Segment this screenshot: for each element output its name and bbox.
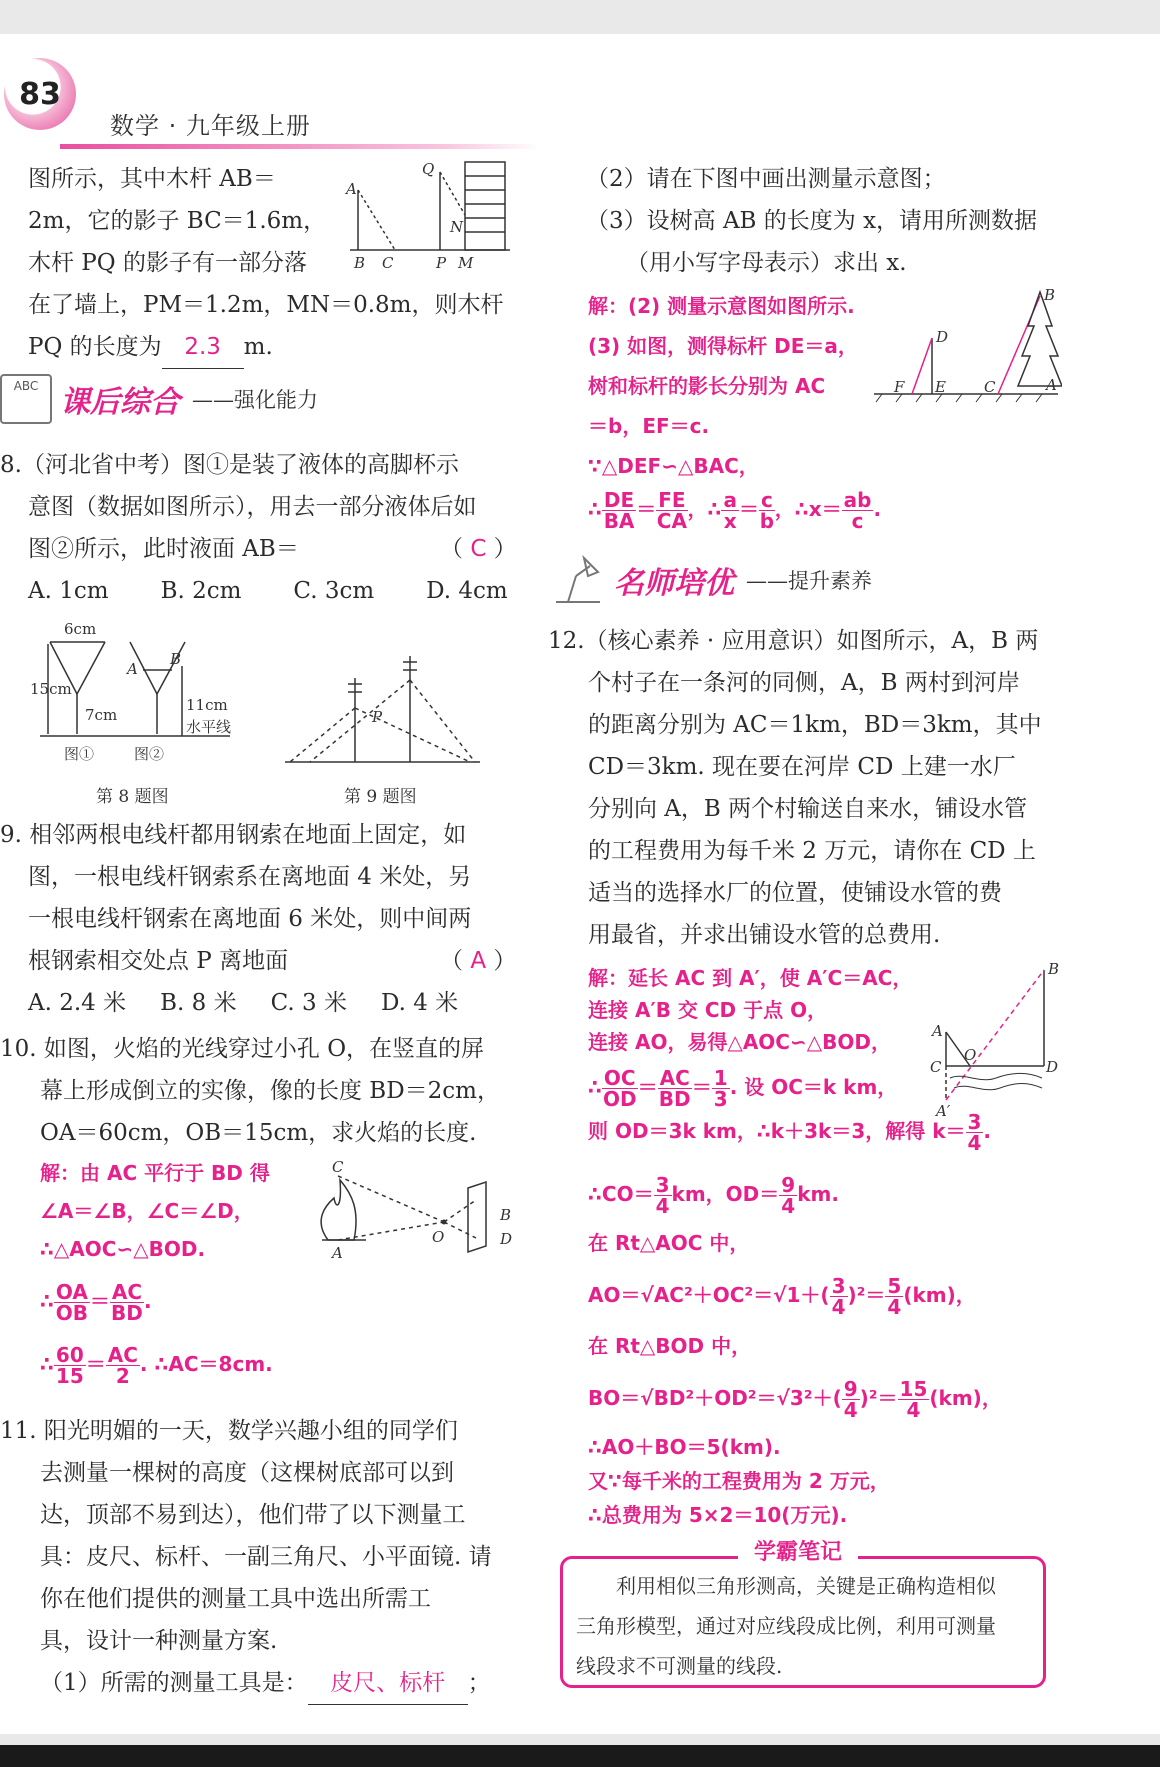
text-line: PQ 的长度为 2.3 m.	[28, 326, 528, 369]
sol-line: 在 Rt△AOC 中，	[588, 1231, 750, 1255]
sol-line: 则 OD＝3k km，∴k＋3k＝3，解得 k＝ $\frac{3}{4}$ .	[588, 1110, 992, 1155]
fig-pinhole	[308, 1160, 518, 1260]
label-6cm: 6cm	[64, 620, 97, 638]
label-D: D	[1046, 1058, 1059, 1076]
banner-title: 名师培优	[614, 566, 734, 601]
option-c: C. 3cm	[293, 578, 375, 604]
text-line: 9. 相邻两根电线杆都用钢索在地面上固定，如	[0, 822, 467, 848]
label-E: E	[935, 378, 946, 396]
label-O: O	[964, 1046, 977, 1064]
option-b: B. 8 米	[160, 990, 237, 1016]
q7-text	[28, 158, 348, 284]
option-c: C. 3 米	[270, 990, 347, 1016]
text-line: （2）请在下图中画出测量示意图；	[586, 166, 946, 192]
label-fig2: 图②	[134, 745, 165, 763]
text-line: 适当的选择水厂的位置，使铺设水管的费	[588, 880, 1002, 906]
option-a: A. 1cm	[28, 578, 109, 604]
text-line: 的距离分别为 AC＝1km，BD＝3km，其中	[588, 712, 1042, 738]
q8-options	[0, 570, 520, 612]
text-line: 意图（数据如图所示），用去一部分液体后如	[28, 494, 477, 520]
lamp-icon	[548, 552, 606, 608]
label-7cm: 7cm	[85, 706, 118, 724]
label-F: F	[894, 378, 905, 396]
banner-master	[548, 552, 872, 608]
sol-line: ∴CO＝ $\frac{3}{4}$ km，OD＝ $\frac{9}{4}$ km.	[588, 1173, 839, 1218]
sol-line: 连接 A′B 交 CD 于点 O，	[588, 998, 828, 1022]
banner-after-class	[0, 374, 318, 424]
label-B: B	[1048, 960, 1060, 978]
text-line: 达，顶部不易到达），他们带了以下测量工	[40, 1502, 466, 1528]
label-A-prime: A′	[936, 1102, 951, 1120]
sol-line: BO＝√BD²＋OD²＝√3²＋( $\frac{9}{4}$ )²＝ $\frac{15}{4}$ (km)，	[588, 1377, 1002, 1422]
q11-frac-line: ∴ $\frac{DE}{BA}$ ＝ $\frac{FE}{CA}$ ，∴ $\frac{a}{x}$ ＝ $\frac{c}{b}$ ，∴x＝ $\frac{ab}{c}$ .	[588, 488, 882, 533]
q8	[0, 444, 520, 612]
sol-line: 树和标杆的影长分别为 AC	[588, 374, 826, 398]
label-11cm: 11cm	[186, 696, 228, 714]
label-A: A	[346, 180, 357, 198]
banner-title: 课后综合	[60, 385, 180, 420]
label-A: A	[127, 660, 138, 678]
note-text	[576, 1566, 1036, 1686]
text-line: 木杆 PQ 的影子有一部分落	[28, 250, 307, 276]
label-D: D	[936, 328, 949, 346]
q9	[0, 814, 520, 1024]
label-C: C	[332, 1160, 344, 1176]
label-level: 水平线	[186, 718, 232, 736]
text-line: 图，一根电线杆钢索系在离地面 4 米处，另	[28, 864, 472, 890]
option-d: D. 4 米	[380, 990, 459, 1016]
sol-line: ＝b，EF＝c.	[588, 414, 710, 438]
label-B: B	[170, 650, 182, 668]
q12	[548, 620, 1068, 956]
label-A: A	[1046, 376, 1057, 394]
label-B: B	[500, 1206, 512, 1224]
text-line: 11. 阳光明媚的一天，数学兴趣小组的同学们	[0, 1418, 458, 1444]
text-line: （3）设树高 AB 的长度为 x，请用所测数据	[586, 208, 1038, 234]
text-line: 在了墙上，PM＝1.2m，MN＝0.8m，则木杆	[28, 292, 504, 318]
page-number-badge	[4, 58, 76, 130]
fig8-caption: 第 8 题图	[96, 787, 169, 807]
text-line: CD＝3km. 现在要在河岸 CD 上建一水厂	[588, 754, 1016, 780]
text-line: 用最省，并求出铺设水管的总费用.	[588, 922, 941, 948]
q10	[0, 1028, 520, 1154]
page-number: 83	[19, 76, 61, 112]
fig-river	[924, 960, 1064, 1120]
header-rule	[60, 144, 540, 149]
answer-blank: 皮尺、标杆	[308, 1662, 468, 1705]
fig-goblet	[30, 614, 240, 764]
sol-line: (3) 如图，测得标杆 DE＝a，	[588, 334, 858, 358]
q11-cont	[586, 158, 1066, 284]
label-C: C	[984, 378, 996, 396]
option-d: D. 4cm	[426, 578, 508, 604]
text-line: 根钢索相交处点 P 离地面 （ A ）	[0, 940, 520, 982]
sol-line: ∵△DEF∽△BAC，	[588, 454, 759, 478]
q12-solution-2	[588, 1112, 1058, 1532]
q11	[0, 1410, 520, 1705]
text-line: 2m，它的影子 BC＝1.6m，	[28, 208, 327, 234]
sol-line: ∠A＝∠B，∠C＝∠D，	[40, 1199, 254, 1223]
sol-line: AO＝√AC²＋OC²＝√1＋( $\frac{3}{4}$ )²＝ $\frac{5}{4}$ (km)，	[588, 1274, 976, 1319]
q7-text-2	[28, 284, 528, 369]
text-line: 幕上形成倒立的实像，像的长度 BD＝2cm，	[40, 1078, 500, 1104]
q9-options	[0, 982, 520, 1024]
sol-line: 又∵每千米的工程费用为 2 万元，	[588, 1469, 890, 1493]
sol-line: 解：(2) 测量示意图如图所示.	[588, 294, 855, 318]
label-P: P	[436, 254, 447, 272]
answer-paren: （ C ）	[440, 536, 517, 562]
label-P: P	[372, 708, 383, 726]
label-M: M	[458, 254, 474, 272]
answer-blank: 2.3	[162, 326, 244, 369]
sol-ratio: ∴ $\frac{OC}{OD}$ ＝ $\frac{AC}{BD}$ ＝ $\frac{1}{3}$ . 设 OC＝k km，	[588, 1066, 898, 1111]
answer-paren: （ A ）	[440, 948, 517, 974]
sol-line: 解：由 AC 平行于 BD 得	[40, 1161, 270, 1185]
label-D: D	[500, 1230, 513, 1248]
label-15cm: 15cm	[30, 680, 72, 698]
q11-solution	[588, 286, 878, 486]
book-title: 数学 · 九年级上册	[110, 112, 311, 140]
label-Q: Q	[422, 160, 435, 178]
label-fig1: 图①	[64, 745, 95, 763]
sol-line: ∴AO＋BO＝5(km).	[588, 1435, 781, 1459]
text-line: 具：皮尺、标杆、一副三角尺、小平面镜. 请	[40, 1544, 492, 1570]
label-C: C	[382, 254, 394, 272]
q10-solution	[40, 1154, 300, 1386]
text-line: 10. 如图，火焰的光线穿过小孔 O，在竖直的屏	[0, 1036, 485, 1062]
text-line: 图所示，其中木杆 AB＝	[28, 166, 276, 192]
label-B: B	[354, 254, 366, 272]
note-title: 学霸笔记	[738, 1536, 858, 1570]
abc-icon: ABC	[0, 374, 52, 424]
text-line: 8.（河北省中考）图①是装了液体的高脚杯示	[0, 452, 459, 478]
note-line: 三角形模型，通过对应线段成比例，利用可测量	[576, 1614, 996, 1638]
bottom-bar	[0, 1745, 1160, 1767]
text-line: 个村子在一条河的同侧，A，B 两村到河岸	[588, 670, 1020, 696]
text-line: （1）所需的测量工具是： 皮尺、标杆 ；	[0, 1662, 520, 1705]
text-line: 你在他们提供的测量工具中选出所需工	[40, 1586, 431, 1612]
label-O: O	[432, 1228, 445, 1246]
text-line: （用小写字母表示）求出 x.	[626, 250, 907, 276]
label-B: B	[1044, 286, 1056, 304]
label-A: A	[932, 1022, 943, 1040]
option-b: B. 2cm	[160, 578, 242, 604]
text-line: OA＝60cm，OB＝15cm，求火焰的长度.	[40, 1120, 477, 1146]
text-line: 分别向 A，B 两个村输送自来水，铺设水管	[588, 796, 1028, 822]
fig-poles	[280, 650, 490, 770]
text-line: 的工程费用为每千米 2 万元，请你在 CD 上	[588, 838, 1036, 864]
fig9-caption: 第 9 题图	[344, 787, 417, 807]
fig-tree	[872, 286, 1062, 406]
sol-line: 在 Rt△BOD 中，	[588, 1334, 752, 1358]
sol-frac-1: ∴ $\frac{OA}{OB}$ ＝ $\frac{AC}{BD}$ .	[40, 1280, 152, 1325]
q12-solution	[588, 962, 948, 1109]
label-A: A	[332, 1244, 343, 1260]
text-line: 去测量一棵树的高度（这棵树底部可以到	[40, 1460, 454, 1486]
text-line: 具，设计一种测量方案.	[40, 1628, 278, 1654]
text-line: 一根电线杆钢索在离地面 6 米处，则中间两	[28, 906, 472, 932]
fig-shadow	[340, 160, 520, 275]
sol-line: 解：延长 AC 到 A′，使 A′C＝AC，	[588, 966, 913, 990]
sol-frac-2: ∴ $\frac{60}{15}$ ＝ $\frac{AC}{2}$ . ∴AC＝8cm.	[40, 1343, 273, 1388]
note-line: 利用相似三角形测高，关键是正确构造相似	[576, 1574, 996, 1598]
note-line: 线段求不可测量的线段.	[576, 1654, 783, 1678]
text-line: 图②所示，此时液面 AB＝ （ C ）	[0, 528, 520, 570]
text-line: 12.（核心素养 · 应用意识）如图所示，A，B 两	[548, 628, 1039, 654]
sol-line: 连接 AO，易得△AOC∽△BOD，	[588, 1030, 891, 1054]
label-C: C	[930, 1058, 942, 1076]
sol-line: ∴总费用为 5×2＝10(万元).	[588, 1503, 848, 1527]
banner-subtitle: ——强化能力	[192, 388, 318, 412]
banner-subtitle: ——提升素养	[746, 569, 872, 593]
sol-line: ∴△AOC∽△BOD.	[40, 1237, 206, 1261]
option-a: A. 2.4 米	[28, 990, 127, 1016]
label-N: N	[450, 218, 464, 236]
